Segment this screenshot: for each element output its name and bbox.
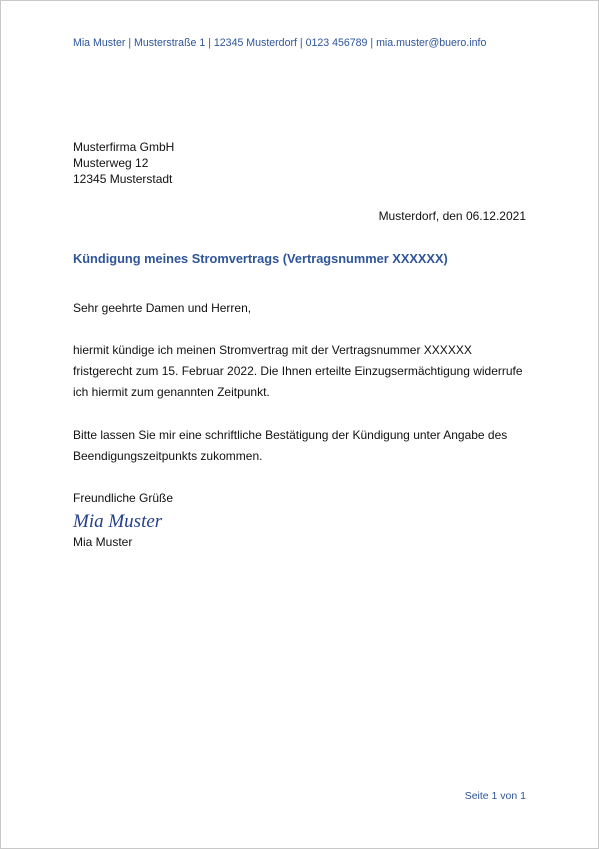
salutation: Sehr geehrte Damen und Herren, — [73, 301, 252, 315]
recipient-company: Musterfirma GmbH — [73, 140, 175, 154]
body-paragraph-1-line-1: hiermit kündige ich meinen Stromvertrag mit der Vertragsnummer XXXXXX — [73, 343, 472, 357]
handwritten-signature: Mia Muster — [73, 511, 163, 532]
sender-header: Mia Muster | Musterstraße 1 | 12345 Musterdorf | 0123 456789 | mia.muster@buero.info — [73, 37, 487, 49]
body-paragraph-2-line-1: Bitte lassen Sie mir eine schriftliche Bestätigung der Kündigung unter Angabe des — [73, 428, 508, 442]
signer-name: Mia Muster — [73, 535, 133, 549]
body-paragraph-2-line-2: Beendigungszeitpunkts zukommen. — [73, 449, 263, 463]
body-paragraph-1-line-2: fristgerecht zum 15. Februar 2022. Die Ihnen erteilte Einzugsermächtigung widerrufe — [73, 364, 523, 378]
recipient-city: 12345 Musterstadt — [73, 172, 173, 186]
page-number: Seite 1 von 1 — [464, 790, 526, 802]
closing-phrase: Freundliche Grüße — [73, 491, 174, 505]
recipient-street: Musterweg 12 — [73, 156, 149, 170]
date-line: Musterdorf, den 06.12.2021 — [378, 209, 526, 223]
body-paragraph-1-line-3: ich hiermit zum genannten Zeitpunkt. — [73, 385, 270, 399]
subject-line: Kündigung meines Stromvertrags (Vertragsnummer XXXXXX) — [73, 251, 448, 266]
